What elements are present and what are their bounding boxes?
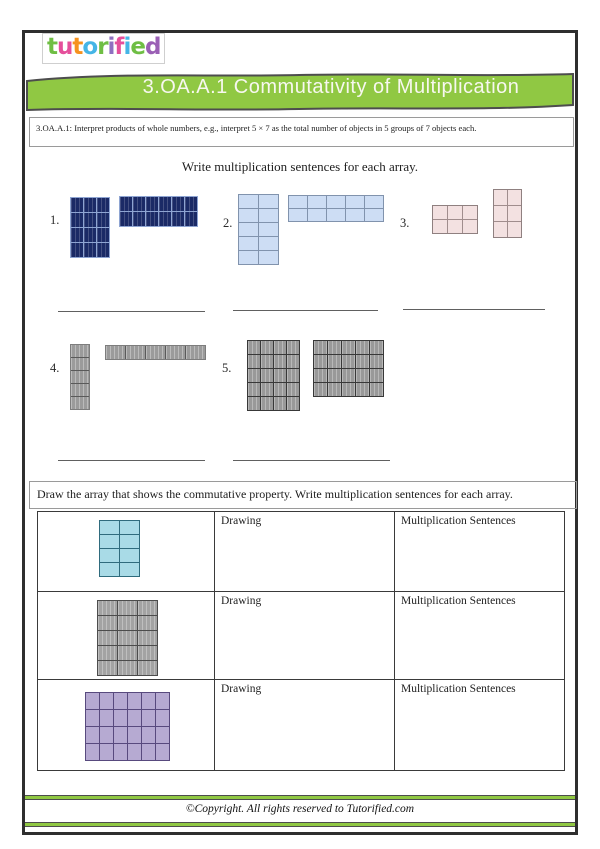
array-tile: [314, 355, 327, 368]
array-tile: [100, 710, 113, 726]
table-row1-array: [99, 520, 140, 577]
array-tile: [239, 237, 258, 250]
array-tile: [98, 631, 117, 645]
array-tile: [248, 341, 260, 354]
array-tile: [98, 646, 117, 660]
array-tile: [508, 206, 521, 221]
section1-instruction: Write multiplication sentences for each array.: [181, 159, 419, 174]
array-tile: [239, 251, 258, 264]
array-tile: [248, 383, 260, 396]
array-tile: [100, 549, 119, 562]
array-tile: [86, 744, 99, 760]
logo-letter: f: [114, 34, 124, 60]
logo-letter: t: [47, 34, 57, 60]
array-tile: [98, 601, 117, 615]
array-tile: [120, 563, 139, 576]
footer-bar-top: [25, 795, 575, 800]
array-tile: [86, 710, 99, 726]
array-tile: [156, 693, 169, 709]
array-tile: [71, 371, 89, 383]
array-tile: [138, 616, 157, 630]
array-tile: [370, 341, 383, 354]
table-row2-drawing-cell: [215, 592, 395, 680]
array-tile: [287, 397, 299, 410]
array-tile: [100, 535, 119, 548]
logo-letter: r: [97, 34, 108, 60]
array-tile: [128, 710, 141, 726]
problem-3-array-b: [493, 189, 522, 238]
array-tile: [328, 383, 341, 396]
array-tile: [118, 661, 137, 675]
table-row2-array-cell: [38, 592, 215, 680]
logo-letter: t: [72, 34, 83, 60]
problem-2-array-a: [238, 194, 279, 265]
array-tile: [185, 197, 197, 211]
logo-letter: i: [123, 34, 131, 60]
drawing-label: Drawing: [221, 683, 262, 695]
array-tile: [287, 355, 299, 368]
array-tile: [84, 243, 96, 257]
problem-1-array-b: [119, 196, 198, 227]
array-tile: [289, 196, 307, 208]
array-tile: [308, 196, 326, 208]
problem-5-array-a: [247, 340, 300, 411]
array-tile: [261, 369, 273, 382]
array-tile: [120, 212, 132, 226]
array-tile: [328, 341, 341, 354]
array-tile: [259, 251, 278, 264]
array-tile: [100, 693, 113, 709]
array-tile: [239, 209, 258, 222]
table-row2-array: [97, 600, 158, 676]
array-tile: [142, 727, 155, 743]
array-tile: [508, 190, 521, 205]
array-tile: [239, 223, 258, 236]
array-tile: [259, 195, 278, 208]
array-tile: [84, 198, 96, 212]
array-tile: [259, 223, 278, 236]
array-tile: [248, 369, 260, 382]
array-tile: [314, 383, 327, 396]
array-tile: [71, 243, 83, 257]
problem-2-number: 2.: [223, 216, 233, 230]
array-tile: [356, 355, 369, 368]
banner-title: 3.OA.A.1 Commutativity of Multiplication: [142, 76, 520, 98]
array-tile: [159, 212, 171, 226]
array-tile: [287, 341, 299, 354]
section2-instruction: Draw the array that shows the commutative property. Write multiplication sentences for each array.: [37, 487, 513, 501]
array-tile: [128, 744, 141, 760]
array-tile: [138, 601, 157, 615]
table-row3-array: [85, 692, 170, 761]
array-tile: [239, 195, 258, 208]
array-tile: [494, 222, 507, 237]
array-tile: [274, 369, 286, 382]
array-tile: [365, 209, 383, 221]
problem-4-number: 4.: [50, 361, 60, 375]
logo-letter: d: [144, 34, 161, 60]
footer-text: ©Copyright. All rights reserved to Tutorified.com: [185, 803, 415, 815]
standard-box: [29, 117, 574, 147]
section2-instruction-box: [29, 481, 577, 509]
array-tile: [146, 197, 158, 211]
array-tile: [289, 209, 307, 221]
array-tile: [138, 631, 157, 645]
array-tile: [133, 197, 145, 211]
array-tile: [71, 198, 83, 212]
array-tile: [327, 196, 345, 208]
table-row1-sentences-cell: [395, 512, 564, 592]
array-tile: [138, 661, 157, 675]
worksheet-table: [37, 511, 565, 771]
array-tile: [97, 228, 109, 242]
problem-2-array-b: [288, 195, 384, 222]
array-tile: [328, 355, 341, 368]
array-tile: [71, 397, 89, 409]
array-tile: [159, 197, 171, 211]
drawing-label: Drawing: [221, 595, 262, 607]
array-tile: [356, 341, 369, 354]
array-tile: [142, 744, 155, 760]
array-tile: [248, 355, 260, 368]
array-tile: [259, 209, 278, 222]
array-tile: [86, 727, 99, 743]
array-tile: [156, 727, 169, 743]
array-tile: [342, 369, 355, 382]
problem-4-array-a: [70, 344, 90, 410]
logo-letter: o: [82, 34, 98, 60]
array-tile: [370, 383, 383, 396]
array-tile: [261, 397, 273, 410]
problem-5-array-b: [313, 340, 384, 397]
array-tile: [274, 341, 286, 354]
array-tile: [261, 383, 273, 396]
array-tile: [261, 341, 273, 354]
array-tile: [156, 744, 169, 760]
array-tile: [327, 209, 345, 221]
array-tile: [138, 646, 157, 660]
array-tile: [97, 198, 109, 212]
table-row2-sentences-cell: [395, 592, 564, 680]
array-tile: [71, 345, 89, 357]
array-tile: [118, 616, 137, 630]
array-tile: [356, 369, 369, 382]
array-tile: [120, 521, 139, 534]
table-row1-drawing-cell: [215, 512, 395, 592]
array-tile: [185, 212, 197, 226]
problem-1-number: 1.: [50, 213, 60, 227]
array-tile: [71, 358, 89, 370]
array-tile: [433, 206, 447, 219]
array-tile: [120, 549, 139, 562]
array-tile: [463, 220, 477, 233]
array-tile: [172, 197, 184, 211]
array-tile: [97, 213, 109, 227]
table-row3-array-cell: [38, 680, 215, 770]
problem-3-number: 3.: [400, 216, 410, 230]
array-tile: [133, 212, 145, 226]
sentences-label: Multiplication Sentences: [401, 515, 516, 527]
array-tile: [71, 384, 89, 396]
standard-text: 3.OA.A.1: Interpret products of whole numbers, e.g., interpret 5 × 7 as the total number of objects in 5 groups of 7 objects each.: [36, 123, 477, 133]
array-tile: [114, 693, 127, 709]
sentences-label: Multiplication Sentences: [401, 595, 516, 607]
array-tile: [97, 243, 109, 257]
array-tile: [346, 209, 364, 221]
array-tile: [142, 710, 155, 726]
array-tile: [463, 206, 477, 219]
answer-line-2: [233, 310, 378, 311]
array-tile: [346, 196, 364, 208]
array-tile: [98, 616, 117, 630]
array-tile: [71, 228, 83, 242]
array-tile: [114, 710, 127, 726]
array-tile: [84, 228, 96, 242]
array-tile: [118, 646, 137, 660]
array-tile: [71, 213, 83, 227]
logo-letter: u: [57, 34, 73, 60]
table-row3-drawing-cell: [215, 680, 395, 770]
array-tile: [186, 346, 205, 359]
array-tile: [248, 397, 260, 410]
array-tile: [259, 237, 278, 250]
array-tile: [126, 346, 145, 359]
array-tile: [100, 727, 113, 743]
array-tile: [287, 369, 299, 382]
array-tile: [274, 355, 286, 368]
table-row1-array-cell: [38, 512, 215, 592]
array-tile: [433, 220, 447, 233]
array-tile: [98, 661, 117, 675]
array-tile: [342, 383, 355, 396]
array-tile: [448, 220, 462, 233]
logo: [42, 33, 165, 64]
array-tile: [128, 727, 141, 743]
array-tile: [84, 213, 96, 227]
array-tile: [356, 383, 369, 396]
array-tile: [274, 397, 286, 410]
array-tile: [370, 369, 383, 382]
array-tile: [342, 355, 355, 368]
drawing-label: Drawing: [221, 515, 262, 527]
problem-5-number: 5.: [222, 361, 232, 375]
table-row3-sentences-cell: [395, 680, 564, 770]
array-tile: [508, 222, 521, 237]
array-tile: [261, 355, 273, 368]
array-tile: [146, 346, 165, 359]
array-tile: [120, 535, 139, 548]
logo-letter: e: [130, 34, 145, 60]
answer-line-3: [403, 309, 545, 310]
array-tile: [128, 693, 141, 709]
array-tile: [118, 631, 137, 645]
array-tile: [314, 369, 327, 382]
problem-4-array-b: [105, 345, 206, 360]
logo-letter: i: [107, 34, 115, 60]
array-tile: [328, 369, 341, 382]
array-tile: [114, 744, 127, 760]
array-tile: [146, 212, 158, 226]
array-tile: [314, 341, 327, 354]
array-tile: [86, 693, 99, 709]
array-tile: [100, 563, 119, 576]
sentences-label: Multiplication Sentences: [401, 683, 516, 695]
array-tile: [274, 383, 286, 396]
array-tile: [308, 209, 326, 221]
array-tile: [494, 190, 507, 205]
array-tile: [100, 521, 119, 534]
array-tile: [287, 383, 299, 396]
array-tile: [118, 601, 137, 615]
array-tile: [365, 196, 383, 208]
array-tile: [106, 346, 125, 359]
array-tile: [120, 197, 132, 211]
array-tile: [370, 355, 383, 368]
array-tile: [342, 341, 355, 354]
answer-line-1: [58, 311, 205, 312]
array-tile: [100, 744, 113, 760]
answer-line-5: [233, 460, 390, 461]
array-tile: [172, 212, 184, 226]
array-tile: [448, 206, 462, 219]
problem-1-array-a: [70, 197, 110, 258]
array-tile: [142, 693, 155, 709]
footer-bar-bottom: [25, 822, 575, 827]
array-tile: [156, 710, 169, 726]
array-tile: [114, 727, 127, 743]
array-tile: [494, 206, 507, 221]
array-tile: [166, 346, 185, 359]
answer-line-4: [58, 460, 205, 461]
problem-3-array-a: [432, 205, 478, 234]
